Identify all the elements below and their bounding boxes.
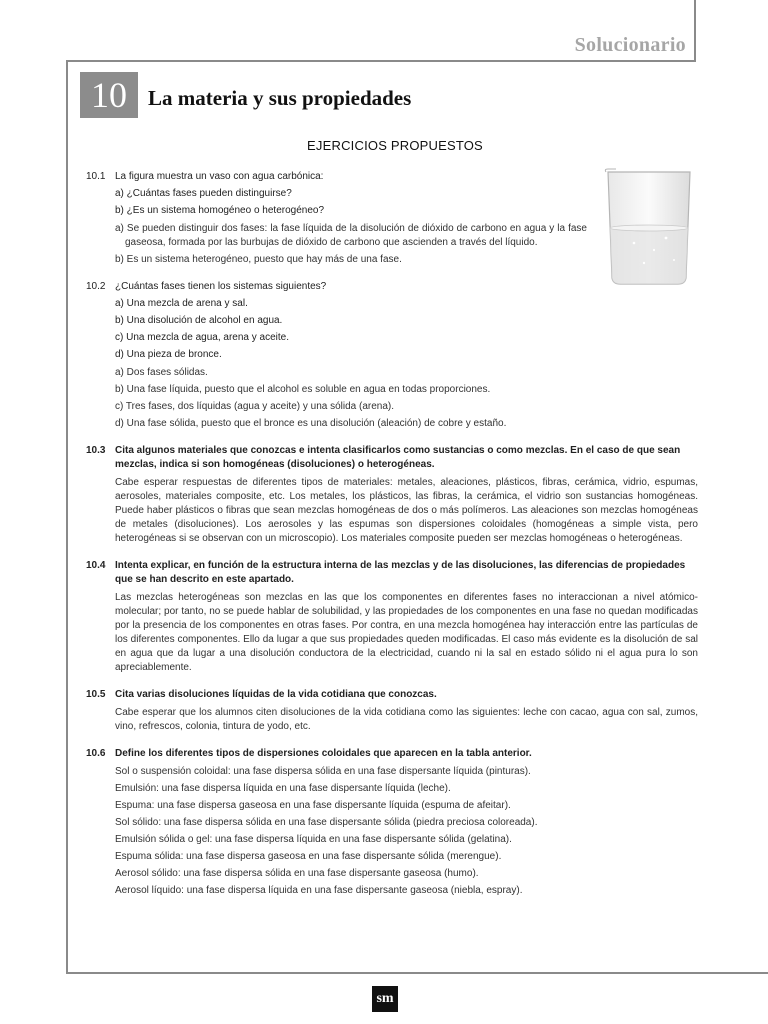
- subquestion: d) Una pieza de bronce.: [115, 349, 222, 360]
- question-text: Cita algunos materiales que conozcas e intenta clasificarlos como sustancias o como mezclas. En el caso de que sean mezclas, indica si son homogéneas (disoluciones) o heterogéneas.: [115, 445, 681, 470]
- frame-line: [66, 60, 696, 62]
- answer-text: c) Tres fases, dos líquidas (agua y aceite) y una sólida (arena).: [115, 401, 395, 412]
- exercise-question: [86, 688, 698, 702]
- answer-text: a) Se pueden distinguir dos fases: la fase líquida de la disolución de dióxido de carbono en agua y la fase gaseosa, formada por las burbujas de dióxido de carbono que ascienden a través del líquido.: [115, 223, 587, 248]
- answer-text: Emulsión: una fase dispersa líquida en una fase dispersante líquida (leche).: [115, 783, 451, 794]
- header-label: Solucionario: [574, 34, 686, 56]
- exercise-question: [86, 444, 698, 472]
- answer-text: b) Una fase líquida, puesto que el alcohol es soluble en agua en todas proporciones.: [115, 384, 491, 395]
- exercise-10-2: [86, 280, 698, 431]
- answer-text: Espuma: una fase dispersa gaseosa en una fase dispersante líquida (espuma de afeitar).: [115, 800, 511, 811]
- exercise-question: [86, 170, 698, 184]
- answer-text: Aerosol líquido: una fase dispersa líquida en una fase dispersante gaseosa (niebla, espray).: [115, 885, 523, 896]
- exercise-question: [86, 280, 698, 294]
- subquestion: c) Una mezcla de agua, arena y aceite.: [115, 332, 289, 343]
- answer-text: Cabe esperar que los alumnos citen disoluciones de la vida cotidiana como las siguientes: leche con cacao, agua con sal, zumos, vino, refrescos, colonia, tintura de yodo, etc.: [115, 707, 698, 732]
- exercise-number: 10.4: [86, 560, 106, 571]
- answer-text: Sol o suspensión coloidal: una fase dispersa sólida en una fase dispersante líquida (pinturas).: [115, 766, 531, 777]
- exercise-number: 10.6: [86, 748, 106, 759]
- exercise-number: 10.3: [86, 445, 106, 456]
- answer-text: Aerosol sólido: una fase dispersa sólida en una fase dispersante gaseosa (humo).: [115, 868, 479, 879]
- question-text: Cita varias disoluciones líquidas de la vida cotidiana que conozcas.: [115, 689, 437, 700]
- question-text: Define los diferentes tipos de dispersiones coloidales que aparecen en la tabla anterior.: [115, 748, 532, 759]
- exercise-10-6: [86, 747, 698, 898]
- frame-line: [694, 0, 696, 60]
- answer-text: a) Dos fases sólidas.: [115, 367, 208, 378]
- subquestion: b) Una disolución de alcohol en agua.: [115, 315, 283, 326]
- answer-text: d) Una fase sólida, puesto que el bronce es una disolución (aleación) de cobre y estaño.: [115, 418, 507, 429]
- chapter-title: La materia y sus propiedades: [148, 86, 412, 110]
- section-heading: EJERCICIOS PROPUESTOS: [307, 138, 483, 153]
- answer-text: Sol sólido: una fase dispersa sólida en una fase dispersante sólida (piedra preciosa coloreada).: [115, 817, 538, 828]
- exercises-list: [86, 170, 698, 911]
- exercise-question: [86, 747, 698, 761]
- exercise-10-4: [86, 559, 698, 675]
- chapter-number: 10: [80, 72, 138, 118]
- answer-text: Emulsión sólida o gel: una fase dispersa líquida en una fase dispersante sólida (gelatina).: [115, 834, 512, 845]
- exercise-number: 10.1: [86, 171, 106, 182]
- answer-text: Las mezclas heterogéneas son mezclas en las que los componentes en diferentes fases no interaccionan a nivel atómico-molecular; por tanto, no se puede hablar de solubilidad, y las propiedades de los componentes en una fase no quedan modificadas por la presencia de los componentes en otras fases. Por contra, en una mezcla homogénea hay interacción entre las partículas de los diferentes componentes. Ello da lugar a que sus propiedades queden modificadas. El caso más evidente es la disolución de sal en agua que da lugar a una disolución conductora de la electricidad, cuando ni la sal en estado sólido ni el agua pura lo son apreciablemente.: [115, 592, 698, 673]
- answer-text: Espuma sólida: una fase dispersa gaseosa en una fase dispersante sólida (merengue).: [115, 851, 502, 862]
- answer-text: b) Es un sistema heterogéneo, puesto que hay más de una fase.: [115, 254, 402, 265]
- exercise-number: 10.2: [86, 281, 106, 292]
- exercise-10-3: [86, 444, 698, 546]
- exercise-question: [86, 559, 698, 587]
- frame-line: [66, 60, 68, 974]
- publisher-logo: sm: [372, 986, 398, 1012]
- exercise-number: 10.5: [86, 689, 106, 700]
- subquestion: b) ¿Es un sistema homogéneo o heterogéneo?: [115, 205, 325, 216]
- frame-line: [66, 972, 768, 974]
- question-text: La figura muestra un vaso con agua carbónica:: [115, 171, 324, 182]
- question-text: Intenta explicar, en función de la estructura interna de las mezclas y de las disoluciones, las diferencias de propiedades que se han descrito en este apartado.: [115, 560, 686, 585]
- exercise-10-1: [86, 170, 698, 267]
- question-text: ¿Cuántas fases tienen los sistemas siguientes?: [115, 281, 327, 292]
- subquestion: a) ¿Cuántas fases pueden distinguirse?: [115, 188, 292, 199]
- exercise-10-5: [86, 688, 698, 734]
- answer-text: Cabe esperar respuestas de diferentes tipos de materiales: metales, aleaciones, plásticos, fibras, cerámica, vidrio, espumas, aerosoles, materiales composite, etc. Los metales, los plásticos, las fibras, la cerámica, el vidrio son sustancias homogéneas. Puede haber plásticos o fibras que sean mezclas homogéneas de dos o más polímeros. Las aleaciones son mezclas homogéneas de metales (disoluciones). Los aerosoles y las espumas son dispersiones coloidales (homogéneas a simple vista, pero heterogéneas si se observan con un microscopio). Los materiales composite pueden ser mezclas homogéneas o heterogéneas.: [115, 477, 698, 544]
- subquestion: a) Una mezcla de arena y sal.: [115, 298, 248, 309]
